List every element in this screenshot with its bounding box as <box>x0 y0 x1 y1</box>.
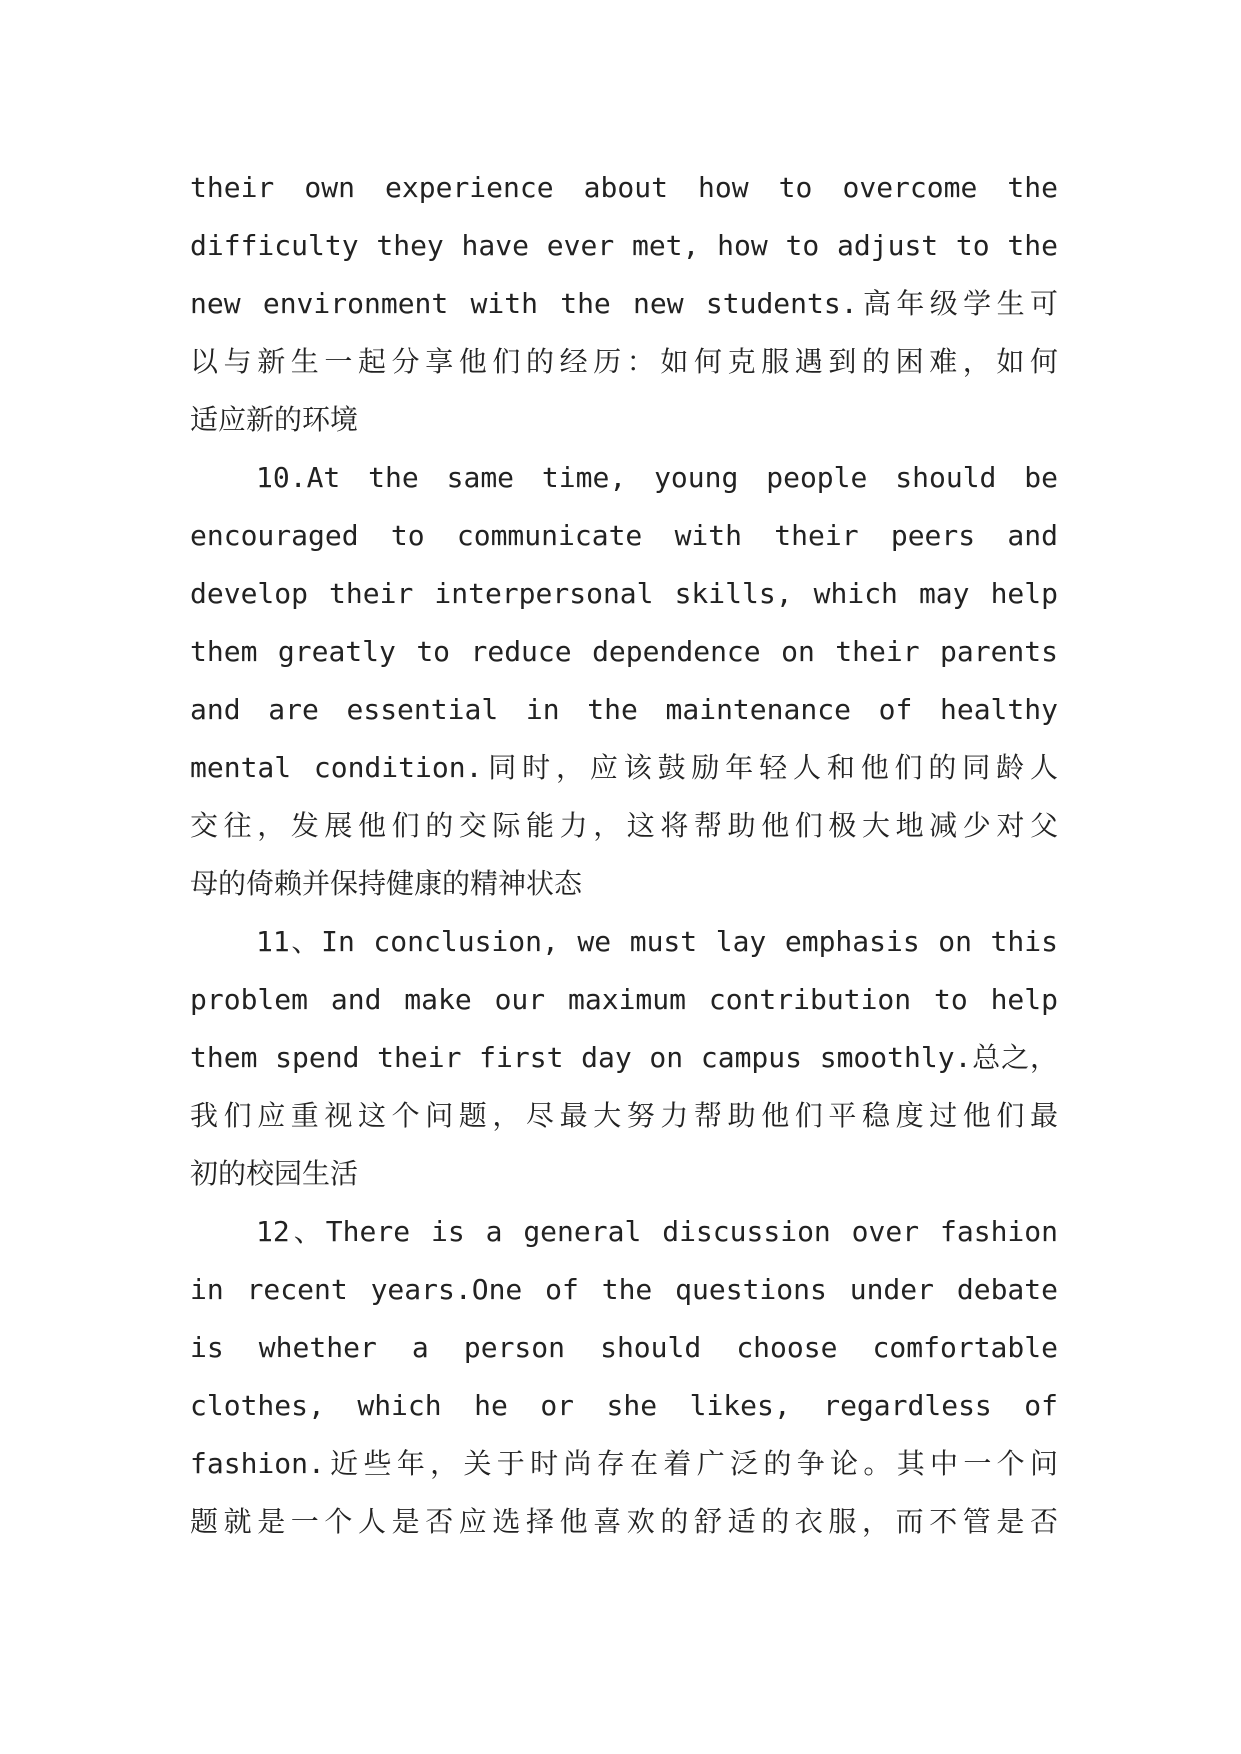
text-line: 适应新的环境 <box>190 403 359 436</box>
paragraph-12-first-line: 12、There is a general discussion over fashion <box>256 1215 1058 1248</box>
text-line: 母的倚赖并保持健康的精神状态 <box>190 867 583 900</box>
text-line: is whether a person should choose comfortable <box>190 1331 1058 1364</box>
paragraph-11-first-line: 11、In conclusion, we must lay emphasis on this <box>256 925 1058 958</box>
text-line: their own experience about how to overcome the <box>190 171 1058 204</box>
text-line: clothes, which he or she likes, regardless of <box>190 1389 1058 1422</box>
text-line: develop their interpersonal skills, which may help <box>190 577 1058 610</box>
text-line: difficulty they have ever met, how to adjust to the <box>190 229 1058 262</box>
text-line: them greatly to reduce dependence on their parents <box>190 635 1058 668</box>
text-line: 题就是一个人是否应选择他喜欢的舒适的衣服，而不管是否 <box>190 1505 1058 1538</box>
text-line: encouraged to communicate with their peers and <box>190 519 1058 552</box>
text-line: fashion.近些年，关于时尚存在着广泛的争论。其中一个问 <box>190 1447 1058 1480</box>
paragraph-10-first-line: 10.At the same time, young people should be <box>256 461 1058 494</box>
text-line: problem and make our maximum contribution to help <box>190 983 1058 1016</box>
text-line: 我们应重视这个问题，尽最大努力帮助他们平稳度过他们最 <box>190 1099 1058 1132</box>
text-line: 以与新生一起分享他们的经历：如何克服遇到的困难，如何 <box>190 345 1058 378</box>
text-line: in recent years.One of the questions under debate <box>190 1273 1058 1306</box>
text-line: new environment with the new students.高年级学生可 <box>190 287 1058 320</box>
text-line: 交往，发展他们的交际能力，这将帮助他们极大地减少对父 <box>190 809 1058 842</box>
text-line: and are essential in the maintenance of healthy <box>190 693 1058 726</box>
text-line: mental condition.同时，应该鼓励年轻人和他们的同龄人 <box>190 751 1058 784</box>
text-line: them spend their first day on campus smoothly.总之， <box>190 1041 1058 1074</box>
text-line: 初的校园生活 <box>190 1157 359 1190</box>
